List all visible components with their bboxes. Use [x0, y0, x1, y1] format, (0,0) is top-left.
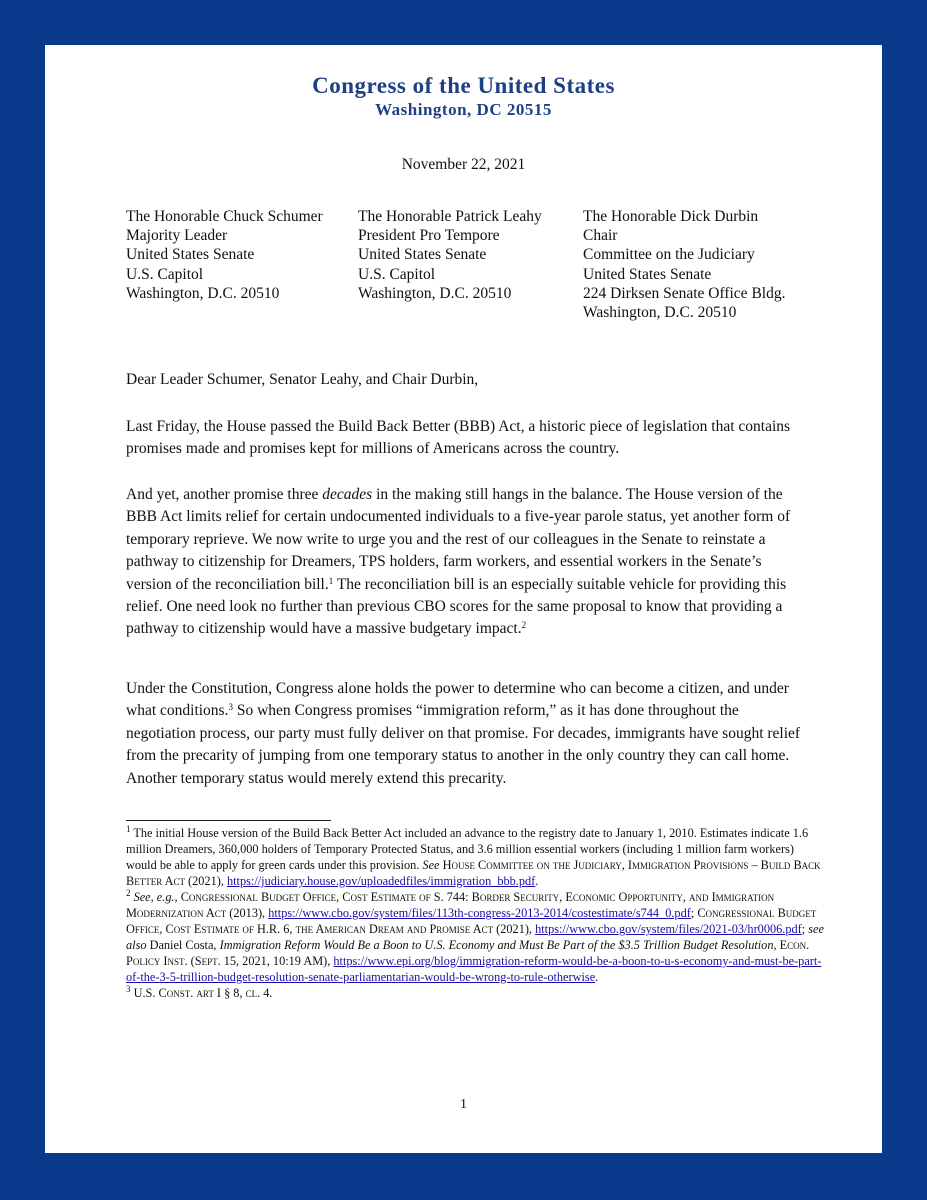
footnote-2	[126, 889, 826, 985]
emphasis-text: decades	[322, 486, 373, 503]
footnote-text: U.S. Const. art I § 8, cl. 4.	[130, 986, 273, 1000]
footnote-link[interactable]: https://judiciary.house.gov/uploadedfiles/immigration_bbb.pdf	[226, 874, 536, 888]
page-number: 1	[460, 1097, 467, 1112]
footnote-text: The initial House version of the Build Back Better Act included an advance to the registry date to January 1, 2010. Estimates indicate 1.6 million Dreamers, 360,000 holders of Temporary Protected Status, and 3.6 million essential workers (including 1 million farm workers) would be able to apply for green cards under this provision.	[126, 826, 809, 872]
footnote-link[interactable]: https://www.cbo.gov/system/files/2021-03/hr0006.pdf	[535, 922, 802, 936]
letterhead-subtitle: Washington, DC 20515	[375, 100, 552, 119]
paragraph-text: So when Congress promises “immigration reform,” as it has done throughout the negotiation process, our party must fully deliver on that promise. For decades, immigrants have sought relief from the precarity of jumping from one temporary status to another in the only country they can call home. Another temporary status would merely extend this precarity.	[126, 702, 801, 787]
addressee-line: Washington, D.C. 20510	[358, 284, 512, 302]
addressee-line: Washington, D.C. 20510	[126, 284, 280, 302]
addressee-line: Washington, D.C. 20510	[583, 304, 737, 322]
addressee-line: United States Senate	[358, 246, 487, 264]
addressee-line: United States Senate	[583, 265, 712, 283]
addressee-line: The Honorable Dick Durbin	[583, 208, 759, 225]
footnote-link[interactable]: https://www.epi.org/blog/immigration-reform-would-be-a-boon-to-u-s-economy-and-must-be-part-of-the-3-5-trillion-budget-resolution-senate-parliamentarian-would-be-wrong-to-rule-otherwise	[126, 954, 822, 984]
footnote-author: Daniel Costa,	[146, 938, 220, 952]
addressee-line: U.S. Capitol	[358, 265, 436, 283]
footnote-publisher: , Econ. Policy Inst. (Sept. 15, 2021, 10:19 AM),	[126, 938, 810, 968]
footnote-source: House Committee on the Judiciary, Immigration Provisions – Build Back Better Act (2021),	[126, 858, 821, 888]
signal-see-eg: See, e.g.	[130, 890, 175, 904]
footnote-source: Congressional Budget Office, Cost Estimate of H.R. 6, the American Dream and Promise Act (2021),	[126, 906, 817, 936]
addressee-line: Chair	[583, 227, 618, 245]
footnote-divider	[126, 820, 331, 821]
paragraph-text: The reconciliation bill is an especially suitable vehicle for providing this relief. One need look no further than previous CBO scores for the same proposal to know that providing a pathway to citizenship would have a massive budgetary impact.	[126, 575, 787, 638]
paragraph-text: And yet, another promise three	[126, 486, 323, 503]
signal-see-also: see also	[126, 922, 824, 952]
paragraph-2	[126, 484, 806, 641]
addressee-line: Majority Leader	[126, 227, 228, 245]
footnote-number: 2	[126, 888, 131, 898]
addressee-durbin	[583, 207, 785, 322]
addressee-line: The Honorable Chuck Schumer	[126, 208, 323, 225]
letterhead-title: Congress of the United States	[312, 73, 615, 98]
letter-date: November 22, 2021	[401, 156, 526, 173]
footnote-punct: ;	[801, 922, 809, 936]
footnote-link[interactable]: https://www.cbo.gov/system/files/113th-congress-2013-2014/costestimate/s744_0.pdf	[268, 906, 691, 920]
footnote-number: 3	[126, 984, 131, 994]
addressee-line: United States Senate	[126, 246, 255, 264]
footnote-punct: ,	[174, 890, 181, 904]
paragraph-1: Last Friday, the House passed the Build Back Better (BBB) Act, a historic piece of legislation that contains promises made and promises kept for millions of Americans across the country.	[126, 418, 791, 458]
footnote-punct: ;	[690, 906, 698, 920]
footnote-ref-1[interactable]: 1	[328, 575, 334, 586]
addressee-line: 224 Dirksen Senate Office Bldg.	[583, 284, 786, 302]
footnote-article-title: Immigration Reform Would Be a Boon to U.S. Economy and Must Be Part of the $3.5 Trillion Budget Resolution	[219, 938, 774, 952]
footnote-number: 1	[126, 824, 131, 834]
salutation: Dear Leader Schumer, Senator Leahy, and Chair Durbin,	[126, 371, 479, 388]
addressee-line: U.S. Capitol	[126, 265, 204, 283]
letterhead	[45, 73, 882, 121]
footnote-ref-2[interactable]: 2	[521, 620, 527, 631]
addressee-line: President Pro Tempore	[358, 227, 500, 245]
footnote-punct: .	[595, 970, 599, 984]
footnotes	[126, 825, 826, 1001]
signal-see: See	[422, 858, 440, 872]
addressee-leahy	[358, 207, 542, 303]
footnote-3	[126, 985, 826, 1001]
paragraph-text: in the making still hangs in the balance. The House version of the BBB Act limits relief for certain undocumented individuals to a five-year parole status, yet another form of temporary reprieve. We now write to urge you and the rest of our colleagues in the Senate to reinstate a pathway to citizenship for Dreamers, TPS holders, farm workers, and essential workers in the Senate’s version of the reconciliation bill.	[126, 486, 791, 593]
addressee-schumer	[126, 207, 323, 303]
letter-page	[45, 45, 882, 1153]
footnote-ref-3[interactable]: 3	[228, 702, 233, 713]
footnote-source: Congressional Budget Office, Cost Estimate of S. 744: Border Security, Economic Opportunity, and Immigration Modernization Act (2013),	[126, 890, 775, 920]
footnote-1	[126, 825, 826, 889]
paragraph-3	[126, 678, 806, 790]
footnote-punct: .	[535, 874, 539, 888]
paragraph-text: Under the Constitution, Congress alone holds the power to determine who can become a citizen, and under what conditions.	[126, 680, 789, 720]
addressee-line: The Honorable Patrick Leahy	[358, 208, 542, 225]
addressee-line: Committee on the Judiciary	[583, 246, 755, 264]
